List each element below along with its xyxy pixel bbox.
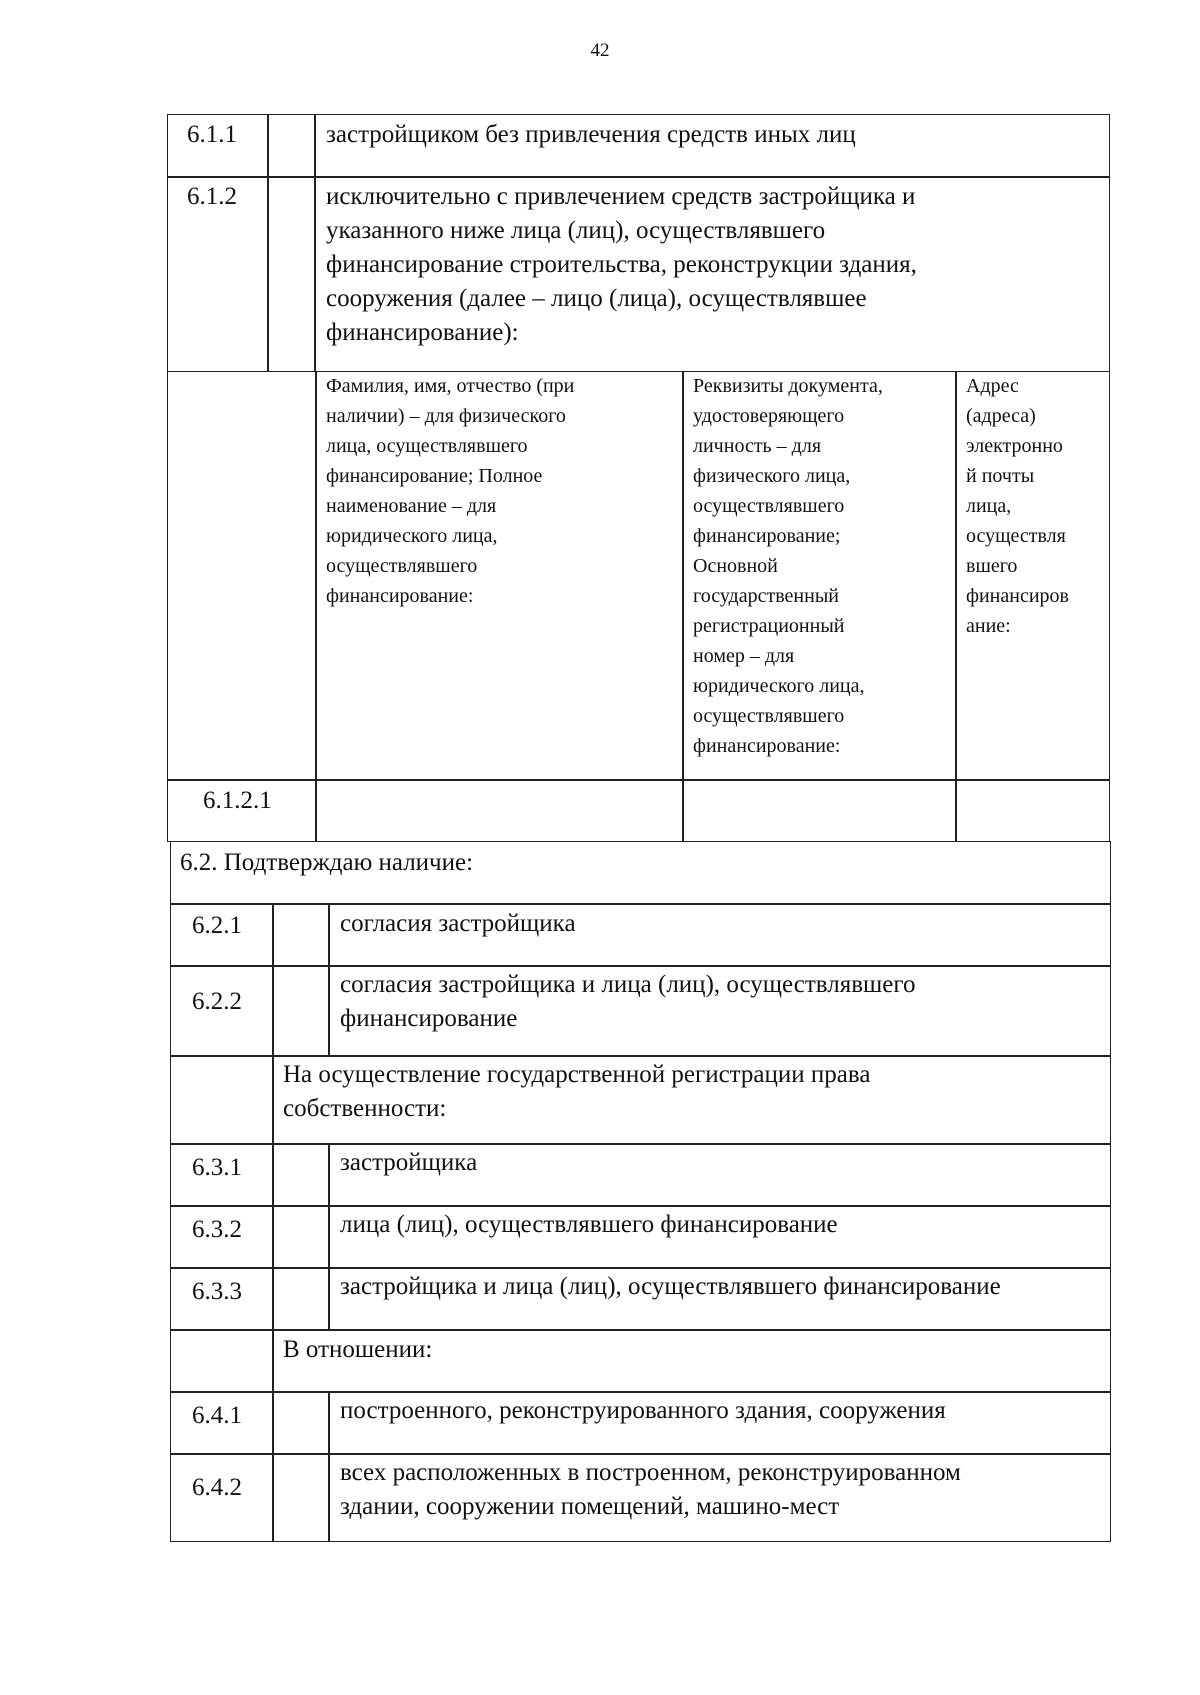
header-cell-document: физического лица, [693, 465, 851, 487]
header-cell-document: регистрационный [693, 615, 845, 637]
header-cell-document: финансирование; [693, 525, 841, 547]
row-text: лица (лиц), осуществлявшего финансирование [340, 1211, 838, 1238]
header-cell-name: осуществлявшего [326, 555, 478, 577]
row-text: финансирование): [326, 319, 519, 346]
header-cell-name: наличии) – для физического [326, 405, 566, 427]
row-text: финансирование строительства, реконструкции здания, [326, 251, 917, 278]
row-number: 6.1.2.1 [203, 787, 272, 814]
row-text: всех расположенных в построенном, реконструированном [340, 1459, 961, 1486]
header-cell-name: финансирование; Полное [326, 465, 543, 487]
header-cell-email: Адрес [966, 375, 1019, 397]
row-text: здании, сооружении помещений, машино-мест [340, 1493, 840, 1520]
row-number: 6.3.1 [192, 1154, 242, 1181]
row-text: согласия застройщика и лица (лиц), осуществлявшего [340, 971, 916, 998]
header-cell-email: (адреса) [966, 405, 1036, 427]
header-cell-name: Фамилия, имя, отчество (при [326, 375, 575, 397]
page-number: 42 [590, 40, 610, 61]
header-cell-document: удостоверяющего [693, 405, 845, 427]
row-number: 6.1.2 [187, 183, 237, 210]
header-cell-email: й почты [966, 465, 1035, 487]
row-text: финансирование [340, 1005, 518, 1032]
section-title: собственности: [283, 1095, 447, 1122]
row-number: 6.3.3 [192, 1278, 242, 1305]
row-text: исключительно с привлечением средств застройщика и [326, 183, 916, 210]
header-cell-document: государственный [693, 585, 839, 607]
header-cell-document: номер – для [693, 645, 795, 667]
row-text: согласия застройщика [340, 910, 576, 937]
row-number: 6.1.1 [187, 121, 237, 148]
header-cell-email: ание: [966, 615, 1011, 637]
row-number: 6.2.1 [192, 912, 242, 939]
header-cell-document: осуществлявшего [693, 495, 845, 517]
row-text: сооружения (далее – лицо (лица), осуществлявшее [326, 285, 867, 312]
row-number: 6.3.2 [192, 1216, 242, 1243]
header-cell-document: осуществлявшего [693, 705, 845, 727]
header-cell-email: вшего [966, 555, 1018, 577]
row-text: построенного, реконструированного здания, сооружения [340, 1397, 946, 1424]
row-text: застройщика и лица (лиц), осуществлявшего финансирование [340, 1273, 1001, 1300]
header-cell-name: финансирование: [326, 585, 474, 607]
section-title: На осуществление государственной регистрации права [283, 1061, 871, 1088]
header-cell-email: лица, [966, 495, 1012, 517]
header-cell-document: юридического лица, [693, 675, 865, 697]
header-cell-email: электронно [966, 435, 1063, 457]
row-text: застройщиком без привлечения средств иных лиц [326, 121, 856, 148]
header-cell-email: осуществля [966, 525, 1066, 547]
header-cell-name: лица, осуществлявшего [326, 435, 528, 457]
row-number: 6.2.2 [192, 988, 242, 1015]
header-cell-document: Основной [693, 555, 778, 577]
row-text: застройщика [340, 1149, 478, 1176]
header-cell-document: Реквизиты документа, [693, 375, 883, 397]
header-cell-document: финансирование: [693, 735, 841, 757]
header-cell-name: юридического лица, [326, 525, 498, 547]
header-cell-document: личность – для [693, 435, 822, 457]
row-text: указанного ниже лица (лиц), осуществлявшего [326, 217, 826, 244]
header-cell-email: финансиров [966, 585, 1069, 607]
row-number: 6.4.2 [192, 1474, 242, 1501]
section-title: В отношении: [283, 1336, 433, 1363]
row-number: 6.4.1 [192, 1402, 242, 1429]
table-lower [170, 841, 1111, 1542]
header-cell-name: наименование – для [326, 495, 497, 517]
section-title: 6.2. Подтверждаю наличие: [180, 849, 474, 876]
